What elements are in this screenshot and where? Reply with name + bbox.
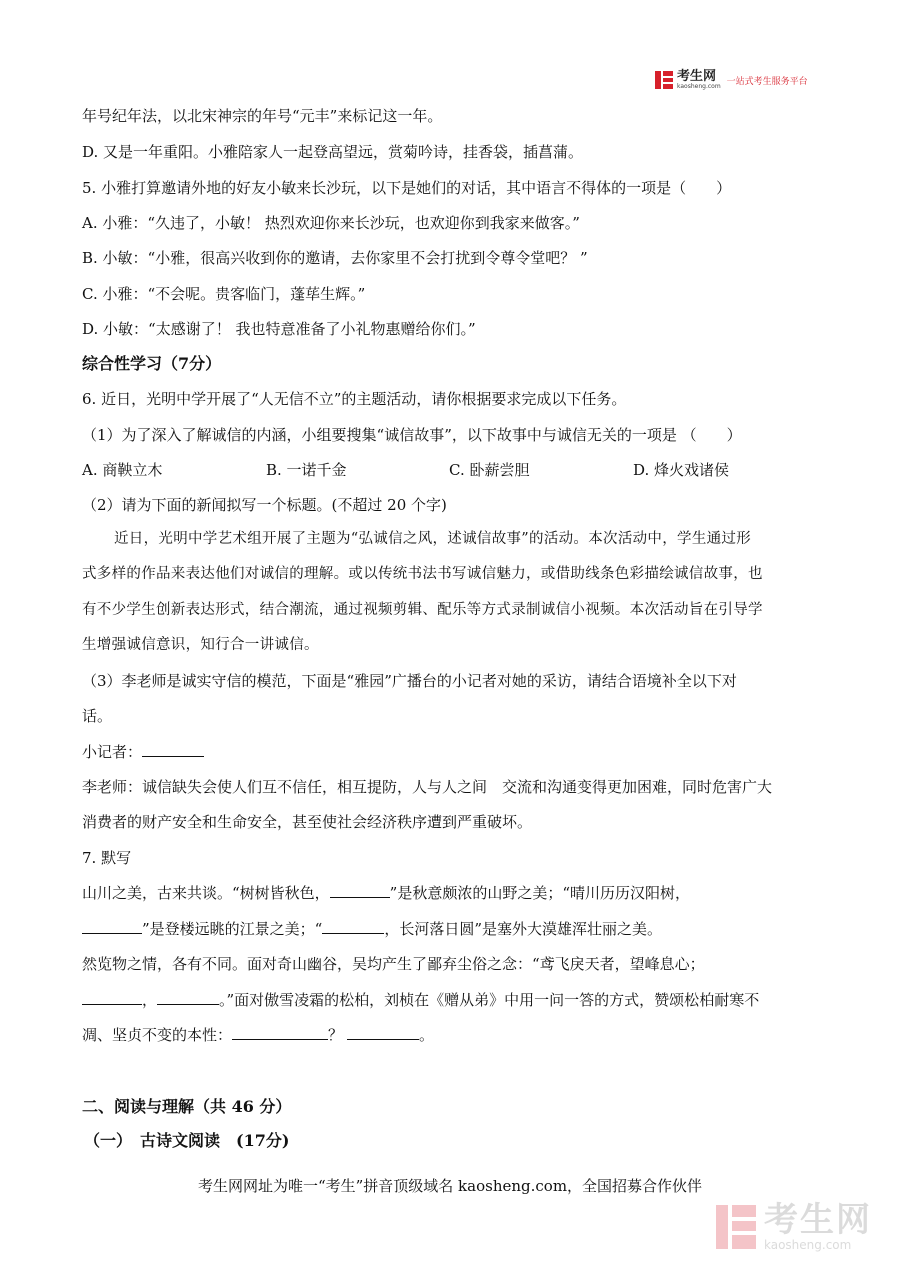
q6-sub1: （1）为了深入了解诚信的内涵，小组要搜集“诚信故事”，以下故事中与诚信无关的一项是 （ ） bbox=[82, 426, 742, 444]
header-logo bbox=[655, 70, 808, 90]
q6-option-b: B. 一诺千金 bbox=[266, 461, 347, 479]
reporter-line bbox=[82, 742, 204, 762]
answer-blank[interactable] bbox=[142, 742, 204, 757]
watermark bbox=[716, 1200, 872, 1252]
q7-text: ？ bbox=[328, 1026, 344, 1044]
news-paragraph-line: 式多样的作品来表达他们对诚信的理解。或以传统书法书写诚信魅力，或借助线条色彩描绘诚信故事，也 bbox=[82, 566, 763, 582]
news-paragraph-line: 有不少学生创新表达形式，结合潮流，通过视频剪辑、配乐等方式录制诚信小视频。本次活动旨在引导学 bbox=[82, 602, 763, 618]
q6-option-c: C. 卧薪尝胆 bbox=[449, 461, 530, 479]
q5-option-a: A. 小雅：“久违了，小敏！ 热烈欢迎你来长沙玩，也欢迎你到我家来做客。” bbox=[82, 214, 580, 232]
news-paragraph-line: 近日，光明中学艺术组开展了主题为“弘诚信之风，述诚信故事”的活动。本次活动中，学生通过形 bbox=[114, 531, 752, 547]
logo-name: 考生网 bbox=[677, 69, 717, 84]
q4-continuation: 年号纪年法，以北宋神宗的年号“元丰”来标记这一年。 bbox=[82, 107, 443, 125]
q7-text: 。 bbox=[419, 1026, 435, 1044]
news-paragraph-line: 生增强诚信意识，知行合一讲诚信。 bbox=[82, 637, 319, 653]
q7-line5 bbox=[82, 1025, 434, 1045]
q7-text: ，长河落日圆”是塞外大漠雄浑壮丽之美。 bbox=[384, 920, 663, 938]
answer-blank[interactable] bbox=[232, 1025, 328, 1040]
q7-line1 bbox=[82, 883, 690, 903]
q6-sub3-line1: （3）李老师是诚实守信的模范，下面是“雅园”广播台的小记者对她的采访，请结合语境补全以下对 bbox=[82, 672, 737, 690]
q6-stem: 6. 近日，光明中学开展了“人无信不立”的主题活动，请你根据要求完成以下任务。 bbox=[82, 390, 627, 408]
q6-sub2: （2）请为下面的新闻拟写一个标题。(不超过 20 个字) bbox=[82, 496, 447, 514]
q7-text: 。”面对傲雪凌霜的松柏，刘桢在《赠从弟》中用一问一答的方式，赞颂松柏耐寒不 bbox=[219, 991, 760, 1009]
answer-blank[interactable] bbox=[347, 1025, 419, 1040]
q7-text: ”是秋意颇浓的山野之美；“晴川历历汉阳树， bbox=[389, 884, 691, 902]
watermark-domain: kaosheng.com bbox=[764, 1238, 852, 1252]
q7-stem: 7. 默写 bbox=[82, 849, 132, 867]
answer-blank[interactable] bbox=[82, 919, 142, 934]
q7-text: ”是登楼远眺的江景之美；“ bbox=[142, 920, 323, 938]
section-heading-reading: 二、阅读与理解（共 46 分） bbox=[82, 1097, 292, 1116]
teacher-line1: 李老师：诚信缺失会使人们互不信任，相互提防，人与人之间 交流和沟通变得更加困难，同时危害广大 bbox=[82, 778, 773, 796]
teacher-line2: 消费者的财产安全和生命安全，甚至使社会经济秩序遭到严重破坏。 bbox=[82, 813, 533, 831]
answer-blank[interactable] bbox=[82, 990, 142, 1005]
answer-blank[interactable] bbox=[322, 919, 384, 934]
logo-slogan: 一站式考生服务平台 bbox=[726, 76, 808, 87]
q6-option-d: D. 烽火戏诸侯 bbox=[633, 461, 730, 479]
q4-option-d: D. 又是一年重阳。小雅陪家人一起登高望远，赏菊吟诗，挂香袋，插菖蒲。 bbox=[82, 143, 584, 161]
reporter-label: 小记者： bbox=[82, 743, 143, 761]
q7-text: 山川之美，古来共谈。“树树皆秋色， bbox=[82, 884, 330, 902]
footer-text: 考生网网址为唯一“考生”拼音顶级域名 kaosheng.com，全国招募合作伙伴 bbox=[197, 1177, 703, 1195]
q5-option-c: C. 小雅：“不会呢。贵客临门，蓬荜生辉。” bbox=[82, 285, 366, 303]
kaosheng-watermark-icon bbox=[716, 1205, 756, 1249]
kaosheng-logo-icon bbox=[655, 71, 673, 89]
subsection-heading-poetry: （一） 古诗文阅读 (17分) bbox=[84, 1131, 290, 1150]
q5-stem: 5. 小雅打算邀请外地的好友小敏来长沙玩，以下是她们的对话，其中语言不得体的一项是（ ） bbox=[82, 179, 732, 197]
q7-text: ， bbox=[142, 991, 158, 1009]
q7-text: 凋、坚贞不变的本性： bbox=[82, 1026, 233, 1044]
q6-sub3-line2: 话。 bbox=[82, 707, 113, 725]
answer-blank[interactable] bbox=[157, 990, 219, 1005]
q5-option-d: D. 小敏：“太感谢了！ 我也特意准备了小礼物惠赠给你们。” bbox=[82, 320, 476, 338]
section-heading-comprehensive: 综合性学习（7分） bbox=[82, 354, 222, 373]
logo-domain: kaosheng.com bbox=[677, 83, 721, 90]
watermark-name: 考生网 bbox=[764, 1200, 872, 1240]
q6-option-a: A. 商鞅立木 bbox=[82, 461, 163, 479]
q7-line3: 然览物之情，各有不同。面对奇山幽谷，吴均产生了鄙弃尘俗之念：“鸢飞戾天者，望峰息心； bbox=[82, 955, 705, 973]
q5-option-b: B. 小敏：“小雅，很高兴收到你的邀请，去你家里不会打扰到令尊令堂吧？ ” bbox=[82, 249, 588, 267]
answer-blank[interactable] bbox=[330, 883, 390, 898]
q7-line2 bbox=[82, 919, 662, 939]
q7-line4 bbox=[82, 990, 759, 1010]
